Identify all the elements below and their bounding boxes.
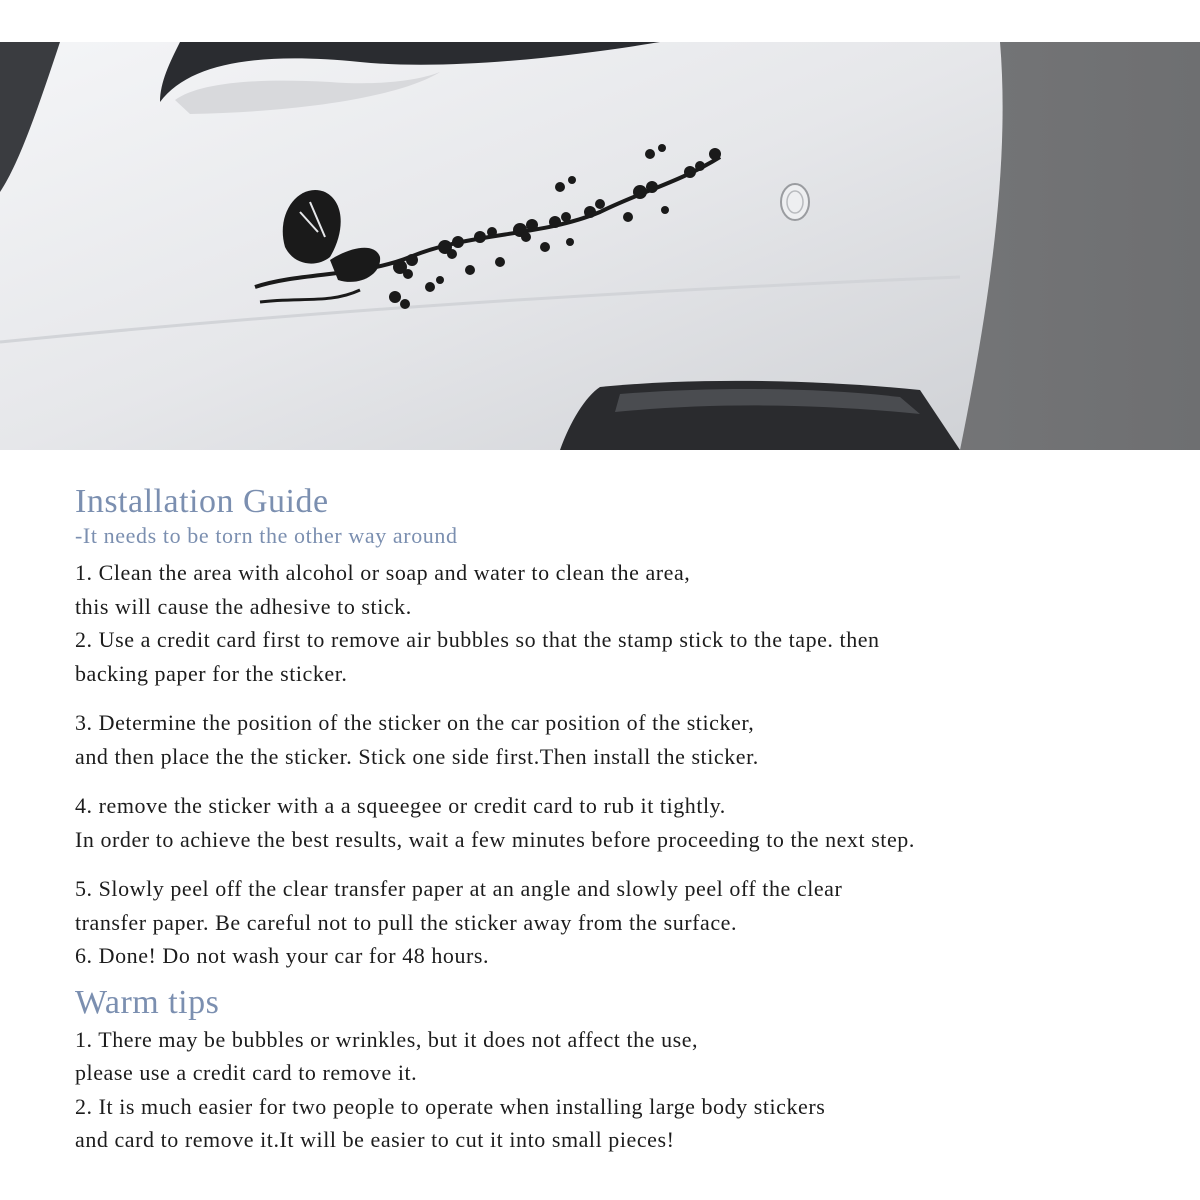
step-line: 2. Use a credit card first to remove air bubbles so that the stamp stick to the tape. then bbox=[75, 627, 880, 652]
step-line: transfer paper. Be careful not to pull the sticker away from the surface. bbox=[75, 909, 738, 935]
installation-guide bbox=[75, 482, 1175, 1157]
step-line: and then place the the sticker. Stick one side first.Then install the sticker. bbox=[75, 743, 759, 769]
step-line: this will cause the adhesive to stick. bbox=[75, 593, 412, 619]
installation-guide-title: Installation Guide bbox=[75, 483, 329, 520]
step-line: In order to achieve the best results, wait a few minutes before proceeding to the next step. bbox=[75, 826, 915, 852]
tip-line: 1. There may be bubbles or wrinkles, but it does not affect the use, bbox=[75, 1026, 699, 1052]
spacer bbox=[75, 856, 1175, 872]
spacer bbox=[75, 690, 1175, 706]
step-line: 3. Determine the position of the sticker on the car position of the sticker, bbox=[75, 710, 755, 735]
tip-line: and card to remove it.It will be easier to cut it into small pieces! bbox=[75, 1127, 675, 1152]
warm-tips-title: Warm tips bbox=[75, 983, 220, 1021]
step-line: 6. Done! Do not wash your car for 48 hours. bbox=[75, 943, 490, 968]
step-line: 4. remove the sticker with a a squeegee or credit card to rub it tightly. bbox=[75, 793, 726, 818]
tip-line: 2. It is much easier for two people to operate when installing large body stickers bbox=[75, 1093, 826, 1119]
spacer bbox=[75, 773, 1175, 789]
tip-line: please use a credit card to remove it. bbox=[75, 1060, 418, 1085]
step-line: 5. Slowly peel off the clear transfer paper at an angle and slowly peel off the clear bbox=[75, 876, 843, 901]
installation-note: -It needs to be torn the other way around bbox=[75, 523, 458, 548]
car-decal-photo bbox=[0, 42, 1200, 450]
step-line: 1. Clean the area with alcohol or soap and water to clean the area, bbox=[75, 560, 691, 585]
step-line: backing paper for the sticker. bbox=[75, 660, 348, 686]
